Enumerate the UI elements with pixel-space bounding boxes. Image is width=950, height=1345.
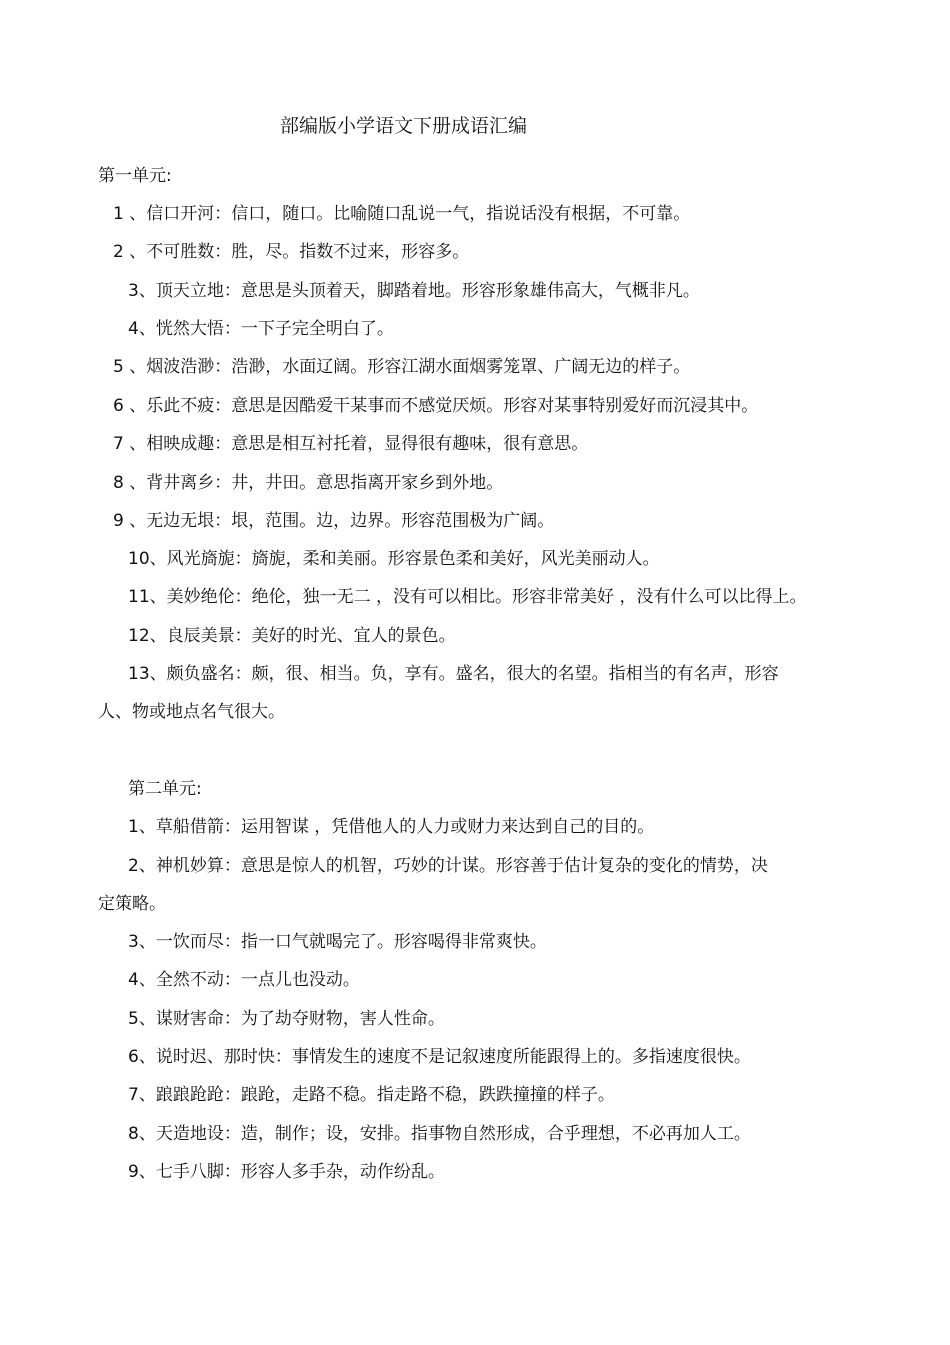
unit2-item-7: 7、踉踉跄跄：踉跄，走路不稳。指走路不稳，跌跌撞撞的样子。 <box>128 1085 615 1105</box>
unit1-item-10: 10、风光旖旎：旖旎，柔和美丽。形容景色柔和美好，风光美丽动人。 <box>128 549 660 569</box>
unit1-item-1: 1 、信口开河：信口，随口。比喻随口乱说一气，指说话没有根据，不可靠。 <box>113 204 691 224</box>
unit1-item-3: 3、顶天立地：意思是头顶着天，脚踏着地。形容形象雄伟高大，气概非凡。 <box>128 281 700 301</box>
unit1-item-5: 5 、烟波浩渺：浩渺，水面辽阔。形容江湖水面烟雾笼罩、广阔无边的样子。 <box>113 357 691 377</box>
unit1-item-13: 13、颇负盛名：颇，很、相当。负，享有。盛名，很大的名望。指相当的有名声，形容 <box>128 664 779 684</box>
unit1-item-12: 12、良辰美景：美好的时光、宜人的景色。 <box>128 626 456 646</box>
unit2-item-2-continuation: 定策略。 <box>98 894 166 914</box>
unit1-item-2: 2 、不可胜数：胜，尽。指数不过来，形容多。 <box>113 242 470 262</box>
unit1-item-11: 11、美妙绝伦：绝伦，独一无二 ，没有可以相比。形容非常美好 ，没有什么可以比得上。 <box>128 587 807 607</box>
unit1-item-8: 8 、背井离乡：井，井田。意思指离开家乡到外地。 <box>113 473 504 493</box>
unit2-item-2: 2、神机妙算：意思是惊人的机智，巧妙的计谋。形容善于估计复杂的变化的情势，决 <box>128 856 768 876</box>
unit1-item-6: 6 、乐此不疲：意思是因酷爱干某事而不感觉厌烦。形容对某事特别爱好而沉浸其中。 <box>113 396 759 416</box>
unit1-item-13-continuation: 人、物或地点名气很大。 <box>98 702 285 722</box>
unit2-item-6: 6、说时迟、那时快：事情发生的速度不是记叙速度所能跟得上的。多指速度很快。 <box>128 1047 751 1067</box>
unit2-item-8: 8、天造地设：造，制作；设，安排。指事物自然形成，合乎理想，不必再加人工。 <box>128 1124 751 1144</box>
unit1-item-4: 4、恍然大悟：一下子完全明白了。 <box>128 319 394 339</box>
unit2-heading: 第二单元: <box>128 779 202 799</box>
unit2-item-5: 5、谋财害命：为了劫夺财物，害人性命。 <box>128 1009 445 1029</box>
unit1-item-7: 7 、相映成趣：意思是相互衬托着，显得很有趣味，很有意思。 <box>113 434 589 454</box>
unit1-heading: 第一单元: <box>98 166 172 186</box>
unit2-item-9: 9、七手八脚：形容人多手杂，动作纷乱。 <box>128 1162 445 1182</box>
page-title: 部编版小学语文下册成语汇编 <box>280 115 528 137</box>
unit2-item-1: 1、草船借箭：运用智谋 ，凭借他人的人力或财力来达到自己的目的。 <box>128 817 655 837</box>
unit2-item-3: 3、一饮而尽：指一口气就喝完了。形容喝得非常爽快。 <box>128 932 547 952</box>
unit1-item-9: 9 、无边无垠：垠，范围。边，边界。形容范围极为广阔。 <box>113 511 555 531</box>
unit2-item-4: 4、全然不动：一点儿也没动。 <box>128 970 360 990</box>
